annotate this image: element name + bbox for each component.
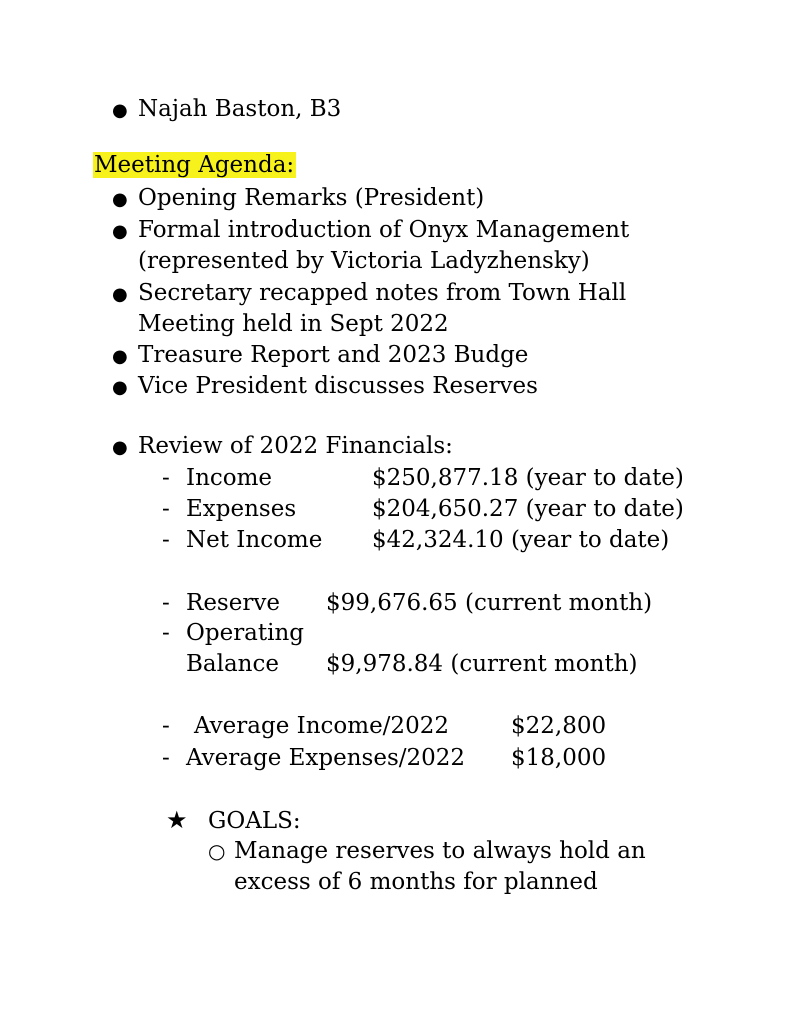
goal-text: Manage reserves to always hold an — [234, 838, 646, 864]
bullet-icon: ● — [112, 189, 128, 210]
agenda-item — [112, 278, 626, 310]
ytd-label: Expenses — [186, 496, 297, 522]
ytd-row-expenses — [162, 494, 296, 524]
attendee-item — [112, 94, 341, 126]
ytd-value-expenses: $204,650.27 (year to date) — [372, 496, 684, 522]
dash-marker: - — [162, 496, 170, 522]
average-label: Average Expenses/2022 — [186, 745, 466, 771]
star-icon: ★ — [166, 806, 188, 834]
ytd-row-net-income — [162, 525, 322, 555]
financials-heading-text: Review of 2022 Financials: — [138, 433, 453, 459]
agenda-item-text: Vice President discusses Reserves — [138, 373, 538, 399]
bullet-icon: ● — [112, 377, 128, 398]
bullet-icon: ● — [112, 100, 128, 121]
goals-heading — [166, 805, 301, 836]
agenda-item-text: Treasure Report and 2023 Budge — [138, 342, 529, 368]
operating-row — [162, 618, 304, 648]
agenda-heading — [93, 150, 296, 180]
ytd-value-net-income: $42,324.10 (year to date) — [372, 527, 670, 553]
bullet-icon: ● — [112, 221, 128, 242]
dash-marker: - — [162, 527, 170, 553]
agenda-item — [112, 340, 528, 372]
financials-heading — [112, 431, 453, 463]
circle-bullet-icon: ○ — [208, 839, 226, 863]
attendee-text: Najah Baston, B3 — [138, 96, 342, 122]
agenda-item-text: (represented by Victoria Ladyzhensky) — [138, 248, 590, 274]
dash-marker: - — [162, 465, 170, 491]
agenda-item — [112, 183, 484, 215]
average-income-row — [162, 711, 449, 741]
reserve-label: Reserve — [186, 590, 280, 616]
agenda-item-text: Secretary recapped notes from Town Hall — [138, 280, 627, 306]
operating-label-continuation: Balance — [186, 651, 279, 677]
average-income-value: $22,800 — [511, 713, 607, 739]
ytd-label: Income — [186, 465, 273, 491]
agenda-item-continuation — [138, 246, 590, 276]
reserve-value: $99,676.65 (current month) — [326, 590, 653, 616]
goals-heading-text: GOALS: — [208, 808, 301, 834]
agenda-item-text: Meeting held in Sept 2022 — [138, 311, 449, 337]
agenda-heading-text: Meeting Agenda: — [94, 152, 295, 178]
agenda-item — [112, 215, 629, 247]
operating-label: Operating — [186, 620, 305, 646]
dash-marker: - — [162, 620, 170, 646]
dash-marker: - — [162, 590, 170, 616]
agenda-item-text: Formal introduction of Onyx Management — [138, 217, 630, 243]
dash-marker: - — [162, 745, 170, 771]
average-expenses-value: $18,000 — [511, 745, 607, 771]
bullet-icon: ● — [112, 437, 128, 458]
bullet-icon: ● — [112, 346, 128, 367]
goal-item — [208, 836, 646, 866]
average-expenses-row — [162, 743, 465, 773]
goal-item-continuation: excess of 6 months for planned — [234, 869, 598, 895]
ytd-row-income — [162, 463, 272, 493]
agenda-item-continuation — [138, 309, 449, 339]
operating-value: $9,978.84 (current month) — [326, 651, 638, 677]
reserve-row — [162, 588, 280, 618]
average-label: Average Income/2022 — [194, 713, 449, 739]
ytd-value-income: $250,877.18 (year to date) — [372, 465, 684, 491]
agenda-item — [112, 371, 538, 403]
dash-marker: - — [162, 713, 170, 739]
agenda-item-text: Opening Remarks (President) — [138, 185, 485, 211]
bullet-icon: ● — [112, 284, 128, 305]
ytd-label: Net Income — [186, 527, 323, 553]
